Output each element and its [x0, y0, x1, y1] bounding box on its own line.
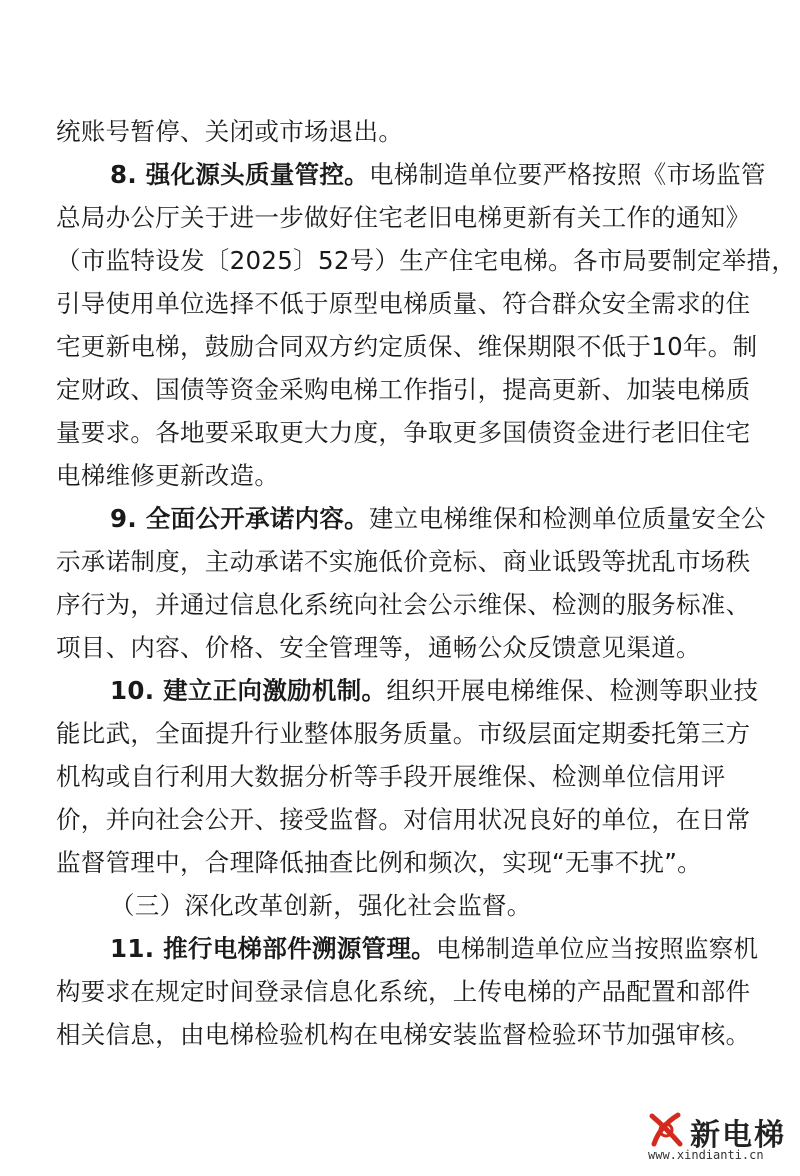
doc-line — [56, 239, 797, 282]
watermark-name: 新电梯 — [690, 1118, 786, 1153]
doc-line — [56, 497, 766, 540]
line-text: 监督管理中，合理降低抽查比例和频次，实现“无事不扰”。 — [56, 848, 702, 877]
section-heading: 11. 推行电梯部件溯源管理。 — [110, 934, 436, 963]
doc-line — [56, 841, 746, 884]
line-text: 组织开展电梯维保、检测等职业技 — [386, 676, 759, 705]
doc-line — [56, 927, 759, 970]
doc-line — [56, 368, 751, 411]
line-text: 示承诺制度，主动承诺不实施低价竞标、商业诋毁等扰乱市场秩 — [56, 547, 751, 576]
watermark — [644, 1108, 794, 1168]
line-text: （市监特设发〔2025〕52号）生产住宅电梯。各市局要制定举措， — [56, 246, 797, 275]
doc-line — [56, 540, 751, 583]
line-text: 电梯制造单位要严格按照《市场监管 — [368, 160, 766, 189]
doc-line — [56, 1013, 751, 1056]
section-heading: 9. 全面公开承诺内容。 — [110, 504, 369, 533]
doc-line — [56, 626, 746, 669]
doc-line — [56, 153, 766, 196]
doc-line — [56, 970, 751, 1013]
line-text: 定财政、国债等资金采购电梯工作指引，提高更新、加装电梯质 — [56, 375, 751, 404]
doc-line — [56, 884, 746, 927]
doc-line — [56, 755, 746, 798]
subsection-heading: （三）深化改革创新，强化社会监督。 — [110, 891, 532, 920]
doc-line — [56, 325, 758, 368]
line-text: 能比武，全面提升行业整体服务质量。市级层面定期委托第三方 — [56, 719, 751, 748]
doc-line — [56, 669, 759, 712]
doc-line — [56, 282, 751, 325]
section-heading: 10. 建立正向激励机制。 — [110, 676, 387, 705]
line-text: 电梯维修更新改造。 — [56, 461, 280, 490]
line-text: 统账号暂停、关闭或市场退出。 — [56, 117, 404, 146]
doc-line — [56, 798, 751, 841]
line-text: 总局办公厅关于进一步做好住宅老旧电梯更新有关工作的通知》 — [56, 203, 751, 232]
watermark-url: www.xindianti.cn — [648, 1148, 764, 1162]
line-text: 价，并向社会公开、接受监督。对信用状况良好的单位，在日常 — [56, 805, 751, 834]
document-body — [56, 110, 797, 1056]
doc-line — [56, 712, 751, 755]
line-text: 引导使用单位选择不低于原型电梯质量、符合群众安全需求的住 — [56, 289, 751, 318]
doc-line — [56, 454, 746, 497]
doc-line — [56, 196, 751, 239]
line-text: 量要求。各地要采取更大力度，争取更多国债资金进行老旧住宅 — [56, 418, 751, 447]
line-text: 序行为，并通过信息化系统向社会公示维保、检测的服务标准、 — [56, 590, 751, 619]
line-text: 机构或自行利用大数据分析等手段开展维保、检测单位信用评 — [56, 762, 726, 791]
line-text: 宅更新电梯，鼓励合同双方约定质保、维保期限不低于10年。制 — [56, 332, 758, 361]
section-heading: 8. 强化源头质量管控。 — [110, 160, 369, 189]
line-text: 相关信息，由电梯检验机构在电梯安装监督检验环节加强审核。 — [56, 1020, 751, 1049]
line-text: 构要求在规定时间登录信息化系统，上传电梯的产品配置和部件 — [56, 977, 751, 1006]
doc-line — [56, 110, 746, 153]
line-text: 电梯制造单位应当按照监察机 — [435, 934, 759, 963]
red-x-logo-icon — [646, 1110, 686, 1150]
line-text: 项目、内容、价格、安全管理等，通畅公众反馈意见渠道。 — [56, 633, 701, 662]
doc-line — [56, 583, 751, 626]
doc-line — [56, 411, 751, 454]
line-text: 建立电梯维保和检测单位质量安全公 — [368, 504, 766, 533]
